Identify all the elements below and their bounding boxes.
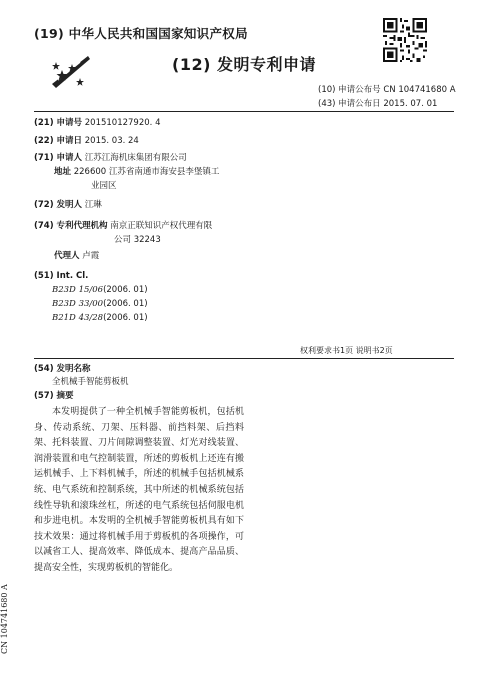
classification-code: B21D 43/28 (52, 313, 104, 323)
classification-3 (52, 313, 148, 323)
section-divider (34, 358, 454, 359)
classification-year: (2006. 01) (103, 313, 148, 323)
classification-year: (2006. 01) (103, 285, 148, 295)
inventor-row (34, 199, 102, 211)
agent: 卢霞 (82, 251, 100, 261)
agency-row (34, 220, 212, 232)
publication-number: (10) 申请公布号 CN 104741680 A (318, 85, 456, 95)
application-number-row (34, 117, 160, 129)
cnipa-logo (50, 50, 96, 92)
address-row (54, 166, 219, 178)
int-cl-label: (51) Int. Cl. (34, 271, 89, 281)
filing-date-row (34, 135, 139, 147)
invention-title: 全机械手智能剪板机 (52, 377, 129, 387)
application-number: 201510127920. 4 (84, 118, 161, 128)
classification-year: (2006. 01) (103, 299, 148, 309)
document-type: (12) 发明专利申请 (172, 55, 316, 74)
header-divider (34, 111, 454, 112)
filing-date: 2015. 03. 24 (84, 136, 139, 146)
inventor-label: (72) 发明人 (34, 200, 83, 210)
applicant-row (34, 152, 187, 164)
abstract-label: (57) 摘要 (34, 391, 74, 401)
publication-date: (43) 申请公布日 2015. 07. 01 (318, 99, 438, 109)
classification-code: B23D 15/06 (52, 285, 104, 295)
page-count-info: 权利要求书1页 说明书2页 (300, 346, 393, 355)
agency-line-2: 公司 32243 (114, 235, 161, 245)
address-label: 地址 (54, 167, 72, 177)
applicant: 江苏江海机床集团有限公司 (84, 153, 187, 163)
address-line-2: 业园区 (91, 181, 117, 191)
classification-1 (52, 285, 148, 295)
filing-date-label: (22) 申请日 (34, 136, 83, 146)
abstract-text: 本发明提供了一种全机械手智能剪板机，包括机身、传动系统、刀架、压料器、前挡料架、后挡料架、托料装置、刀片间隙调整装置、灯光对线装置、润滑装置和电气控制装置，所述的剪板机上还连有搬运机械手、上下料机械手，所述的机械手包括机械系统、电气系统和控制系统，其中所述的机械系统包括线性导轨和滚珠丝杠，所述的电气系统包括伺服电机和步进电机。本发明的全机械手智能剪板机具有如下技术效果：通过将机械手用于剪板机的各项操作，可以减省工人、提高效率、降低成本、提高产品品质、提高安全性，实现剪板机的智能化。 (34, 407, 244, 573)
inventor: 江琳 (84, 200, 102, 210)
address-line-1: 226600 江苏省南通市海安县李堡镇工 (73, 167, 220, 177)
classification-code: B23D 33/00 (52, 299, 104, 309)
agent-row (54, 250, 99, 262)
applicant-label: (71) 申请人 (34, 153, 83, 163)
agency-label: (74) 专利代理机构 (34, 221, 108, 231)
office-name: (19) 中华人民共和国国家知识产权局 (34, 26, 248, 41)
side-publication-number: CN 104741680 A (0, 584, 9, 654)
qr-code (383, 18, 427, 62)
agent-label: 代理人 (54, 251, 80, 261)
classification-2 (52, 299, 148, 309)
application-number-label: (21) 申请号 (34, 118, 83, 128)
title-label: (54) 发明名称 (34, 364, 91, 374)
agency: 南京正联知识产权代理有限 (110, 221, 213, 231)
